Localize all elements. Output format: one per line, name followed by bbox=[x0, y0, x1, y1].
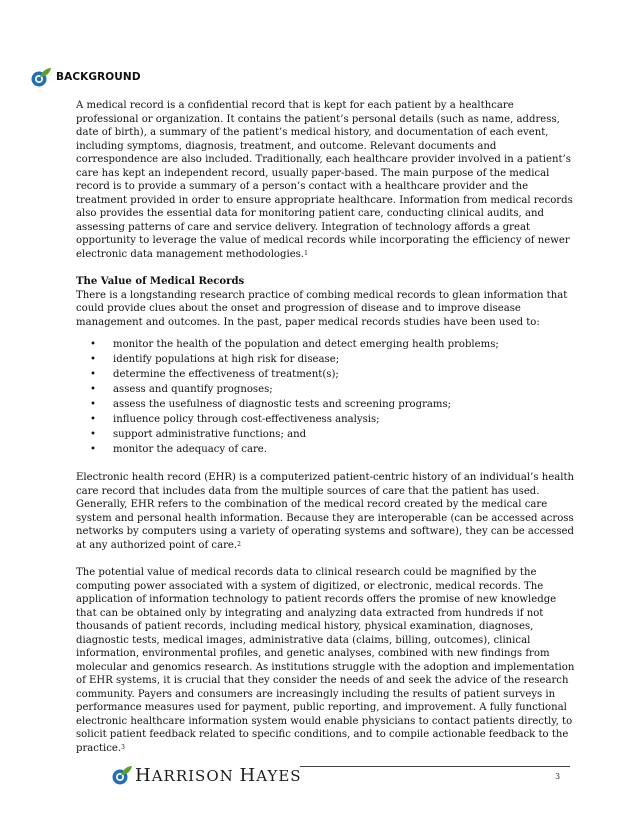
brand-name: HARRISON HAYES bbox=[135, 764, 302, 786]
research-text: The potential value of medical records data to clinical research could be magnified by the computing power associated with a system of digitized, or electronic, medical records. The application of information technology to patient records offers the promise of new knowledge that can be obtained only by integrating and analyzing data extracted from hundreds if not thousands of patient records, including medical history, physical examination, diagnoses, diagnostic tests, medical images, administrative data (claims, billing, outcomes), clinical information, environmental profiles, and genetic analyses, combined with new findings from molecular and genomics research. As institutions struggle with the adoption and implementation of EHR systems, it is crucial that they consider the needs of and seek the advice of the research community. Payers and consumers are increasingly including the results of patient surveys in performance measures used for payment, public reporting, and improvement. A fully functional electronic healthcare information system would enable physicians to contact patients directly, to solicit patient feedback related to specific conditions, and to compile actionable feedback to the practice. bbox=[76, 567, 575, 754]
harrison-hayes-mark-icon bbox=[111, 764, 133, 786]
list-item: • determine the effectiveness of treatment(s); bbox=[90, 367, 576, 382]
list-item: • identify populations at high risk for disease; bbox=[90, 352, 576, 367]
footer-divider bbox=[300, 766, 570, 767]
footnote-ref: 3 bbox=[121, 743, 125, 751]
footer-logo bbox=[111, 764, 302, 786]
intro-text: A medical record is a confidential record that is kept for each patient by a healthcare professional or organization. It contains the patient’s personal details (such as name, address, date of birth), a summary of the patient’s medical history, and documentation of each event, including symptoms, diagnosis, treatment, and outcome. Relevant documents and correspondence are also included. Traditionally, each healthcare provider involved in a patient’s care has kept an independent record, usually paper-based. The main purpose of the medical record is to provide a summary of a person’s contact with a healthcare provider and the treatment provided in order to ensure appropriate healthcare. Information from medical records also provides the essential data for monitoring patient care, conducting clinical audits, and assessing patterns of care and service delivery. Integration of technology affords a great opportunity to leverage the value of medical records while incorporating the efficiency of newer electronic data management methodologies. bbox=[76, 100, 573, 260]
document-body bbox=[76, 99, 576, 755]
footnote-ref: 2 bbox=[237, 540, 241, 548]
section-title: BACKGROUND bbox=[56, 71, 141, 83]
subsection-heading: The Value of Medical Records bbox=[76, 276, 245, 287]
page-number: 3 bbox=[555, 772, 561, 781]
value-intro-paragraph: There is a longstanding research practice of combing medical records to glean information that could provide clues about the onset and progression of disease and to improve disease management and outcomes. In the past, paper medical records studies have been used to: bbox=[76, 289, 568, 328]
list-item: • influence policy through cost-effectiveness analysis; bbox=[90, 412, 576, 427]
ehr-text: Electronic health record (EHR) is a computerized patient-centric history of an individual’s health care record that includes data from the multiple sources of care that the patient has used. Generally, EHR refers to the combination of the medical record created by the medical care system and personal health information. Because they are interoperable (can be accessed across networks by computers using a variety of operating systems and software), they can be accessed at any authorized point of care. bbox=[76, 472, 575, 551]
research-paragraph bbox=[76, 566, 576, 755]
harrison-hayes-mark-icon bbox=[30, 66, 52, 88]
list-item: • assess and quantify prognoses; bbox=[90, 382, 576, 397]
list-item: • support administrative functions; and bbox=[90, 427, 576, 442]
bullet-list bbox=[76, 337, 576, 457]
ehr-paragraph bbox=[76, 471, 576, 552]
list-item: • assess the usefulness of diagnostic tests and screening programs; bbox=[90, 397, 576, 412]
footnote-ref: 1 bbox=[304, 249, 308, 257]
section-header bbox=[30, 66, 141, 88]
list-item: • monitor the adequacy of care. bbox=[90, 442, 576, 457]
intro-paragraph bbox=[76, 99, 576, 261]
list-item: • monitor the health of the population and detect emerging health problems; bbox=[90, 337, 576, 352]
